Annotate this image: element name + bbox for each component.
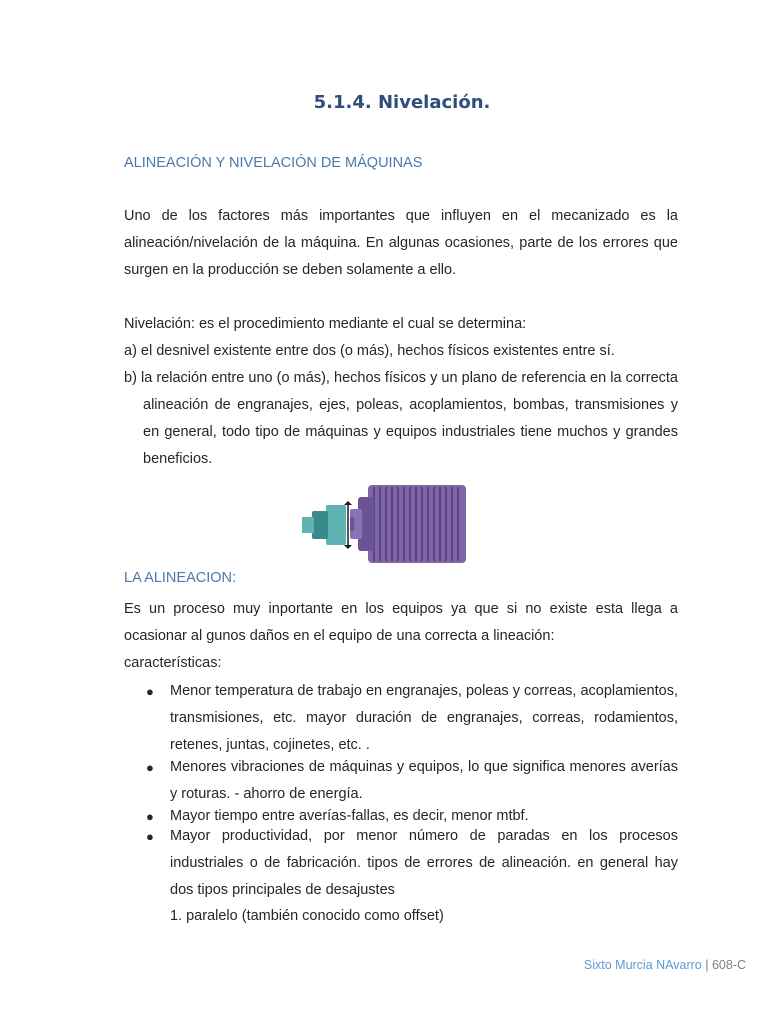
page-title: 5.1.4. Nivelación. [313, 92, 491, 113]
numbered-item [124, 903, 678, 930]
list-item-text: Mayor productividad, por menor número de paradas en los procesos industriales o de fabricación. tipos de errores de alineación. en general hay dos tipos principales de desajustes [170, 828, 678, 898]
nivelacion-item-b: b) la relación entre uno (o más), hechos físicos y un plano de referencia en la correcta alineación de engranajes, ejes, poleas, acoplamientos, bombas, transmisiones y en general, todo tipo de máquinas y equipos industriales tiene muchos y grandes beneficios. [124, 370, 678, 467]
bullet-icon: ● [146, 760, 154, 775]
list-item-text: Menores vibraciones de máquinas y equipos, lo que significa menores averías y roturas. - ahorro de energía. [170, 759, 678, 802]
numbered-item-text: 1. paralelo (también conocido como offset) [170, 908, 444, 924]
list-item-text: Mayor tiempo entre averías-fallas, es decir, menor mtbf. [170, 808, 529, 824]
list-item [124, 823, 678, 904]
footer-page-code: 608-C [711, 958, 746, 972]
bullet-icon: ● [146, 829, 154, 844]
list-item [124, 678, 678, 759]
intro-paragraph: Uno de los factores más importantes que influyen en el mecanizado es la alineación/nivelación de la máquina. En algunas ocasiones, parte de los errores que surgen en la producción se deben solamente a ello. [124, 208, 678, 278]
nivelacion-item-a: a) el desnivel existente entre dos (o más), hechos físicos existentes entre sí. [124, 343, 615, 359]
list-item-text: Menor temperatura de trabajo en engranajes, poleas y correas, acoplamientos, transmisiones, etc. mayor duración de engranajes, correas, rodamientos, retenes, juntas, cojinetes, etc. . [170, 683, 678, 753]
bullet-icon: ● [146, 684, 154, 699]
alineacion-text: Es un proceso muy inportante en los equipos ya que si no existe esta llega a ocasionar al gunos daños en el equipo de una correcta a lineación: [124, 601, 678, 644]
bullet-icon: ● [146, 809, 154, 824]
motor-coupling-illustration [300, 483, 468, 565]
list-item [124, 754, 678, 808]
footer-author: Sixto Murcia NAvarro [583, 958, 702, 972]
caracteristicas-label: características: [124, 655, 222, 671]
footer-separator: | [701, 958, 712, 972]
caracteristicas-list [124, 678, 678, 930]
page-footer [584, 958, 746, 972]
alineacion-heading: LA ALINEACION: [124, 570, 237, 586]
nivelacion-definition: Nivelación: es el procedimiento mediante el cual se determina: [124, 316, 527, 332]
section-subtitle: ALINEACIÓN Y NIVELACIÓN DE MÁQUINAS [124, 155, 423, 171]
